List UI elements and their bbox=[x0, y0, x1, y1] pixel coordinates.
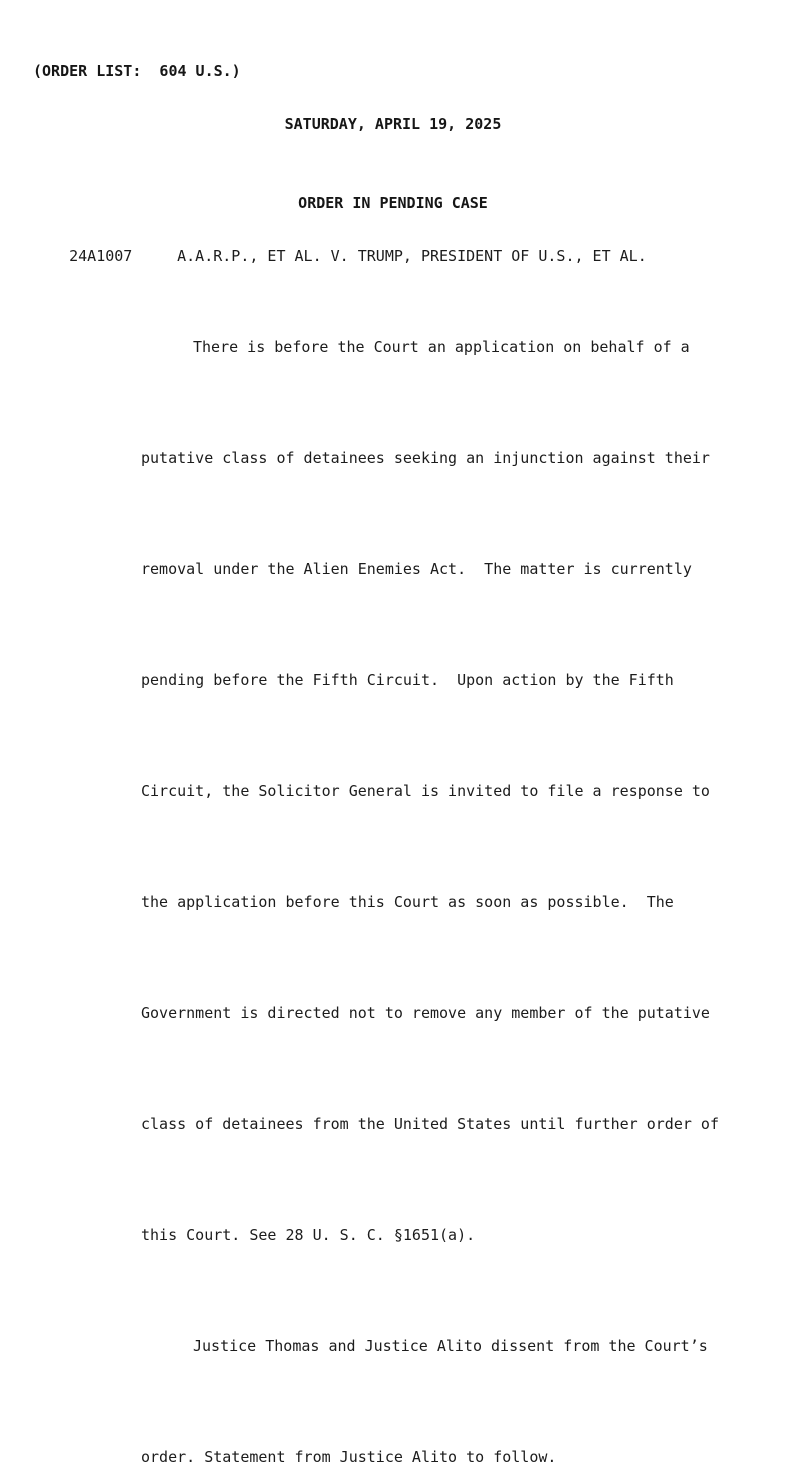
body-line: this Court. See 28 U. S. C. §1651(a). bbox=[141, 1226, 476, 1244]
body-line: Justice Thomas and Justice Alito dissent from the Court’s bbox=[193, 1337, 708, 1355]
order-list-header: (ORDER LIST: 604 U.S.) bbox=[33, 62, 241, 80]
body-line: putative class of detainees seeking an injunction against their bbox=[141, 449, 710, 467]
body-line: Government is directed not to remove any member of the putative bbox=[141, 1004, 710, 1022]
body-line: class of detainees from the United States until further order of bbox=[141, 1115, 719, 1133]
case-title: A.A.R.P., ET AL. V. TRUMP, PRESIDENT OF U.S., ET AL. bbox=[177, 247, 647, 265]
body-line: removal under the Alien Enemies Act. The matter is currently bbox=[141, 560, 692, 578]
date-line: SATURDAY, APRIL 19, 2025 bbox=[284, 115, 502, 133]
section-heading: ORDER IN PENDING CASE bbox=[298, 194, 488, 212]
body-line: order. Statement from Justice Alito to follow. bbox=[141, 1448, 557, 1466]
body-line: There is before the Court an application on behalf of a bbox=[193, 338, 690, 356]
body-line: the application before this Court as soon as possible. The bbox=[141, 893, 674, 911]
body-line: pending before the Fifth Circuit. Upon action by the Fifth bbox=[141, 671, 674, 689]
docket-number: 24A1007 bbox=[69, 247, 133, 265]
body-line: Circuit, the Solicitor General is invited to file a response to bbox=[141, 782, 710, 800]
order-body-text bbox=[141, 255, 741, 1468]
